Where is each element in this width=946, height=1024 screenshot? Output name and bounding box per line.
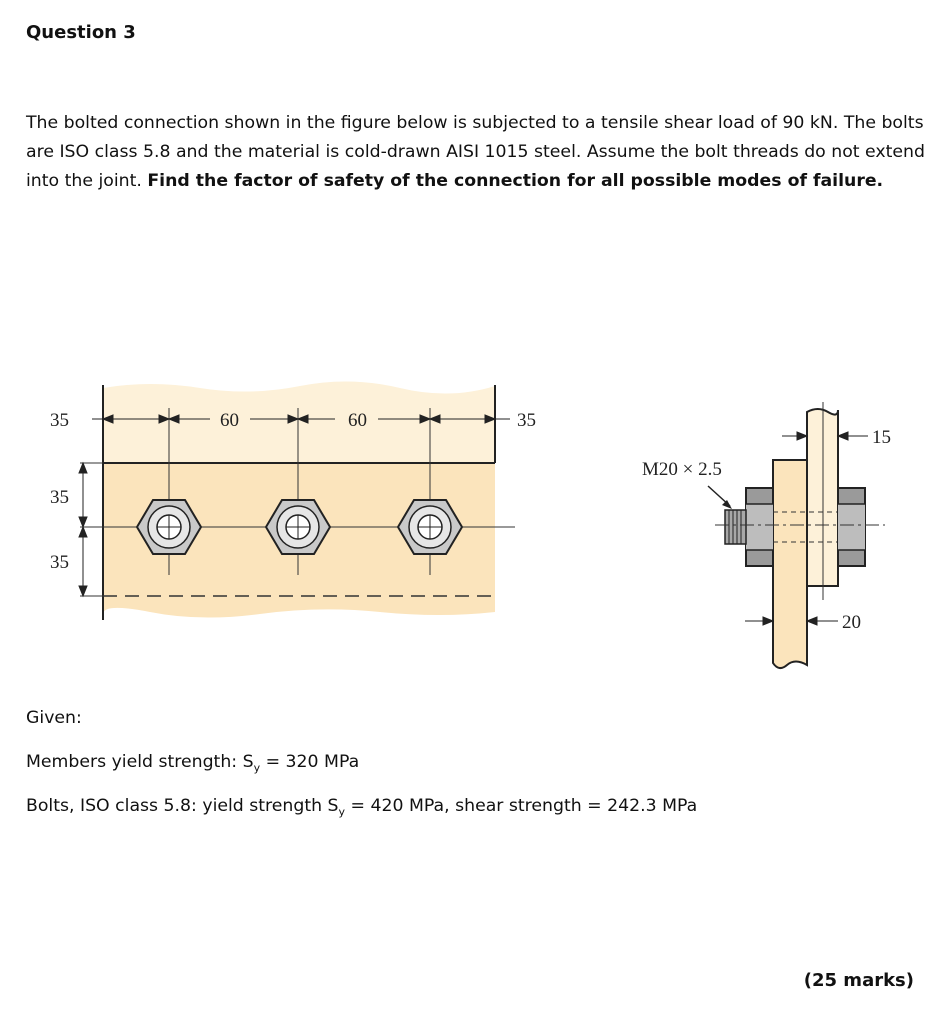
top-plate-thickness: 15 [872,427,891,448]
problem-task: Find the factor of safety of the connection for all possible modes of failure. [147,171,884,191]
given-heading: Given: [26,708,82,728]
question-title: Question 3 [26,22,136,43]
marks-label: (25 marks) [803,970,914,991]
dim-pitch-2: 60 [348,410,367,431]
bottom-plate-thickness: 20 [842,612,861,633]
dim-pitch-1: 60 [220,410,239,431]
bolt-size-label: M20 × 2.5 [642,459,722,480]
vertical-dimensions [79,463,87,596]
given-members: Members yield strength: $S_y = 320$ MPa [26,752,360,775]
side-bottom-plate [773,460,807,668]
dim-top-edge: 35 [50,487,69,508]
dim-right-edge: 35 [517,410,536,431]
problem-text: The bolted connection shown in the figure below is subjected to a tensile shear load of 90 kN. The bolts are ISO class 5.8 and the material is cold-drawn AISI 1015 steel. Assume the bolt threads do not extend into the joint. [26,113,925,191]
dim-bottom-edge: 35 [50,552,69,573]
front-view [50,381,536,620]
given-bolts: Bolts, ISO class 5.8: yield strength $S_y = 420$ MPa, shear strength = 242.3 MPa [26,796,698,819]
side-view [642,402,891,668]
dim-left-edge: 35 [50,410,69,431]
